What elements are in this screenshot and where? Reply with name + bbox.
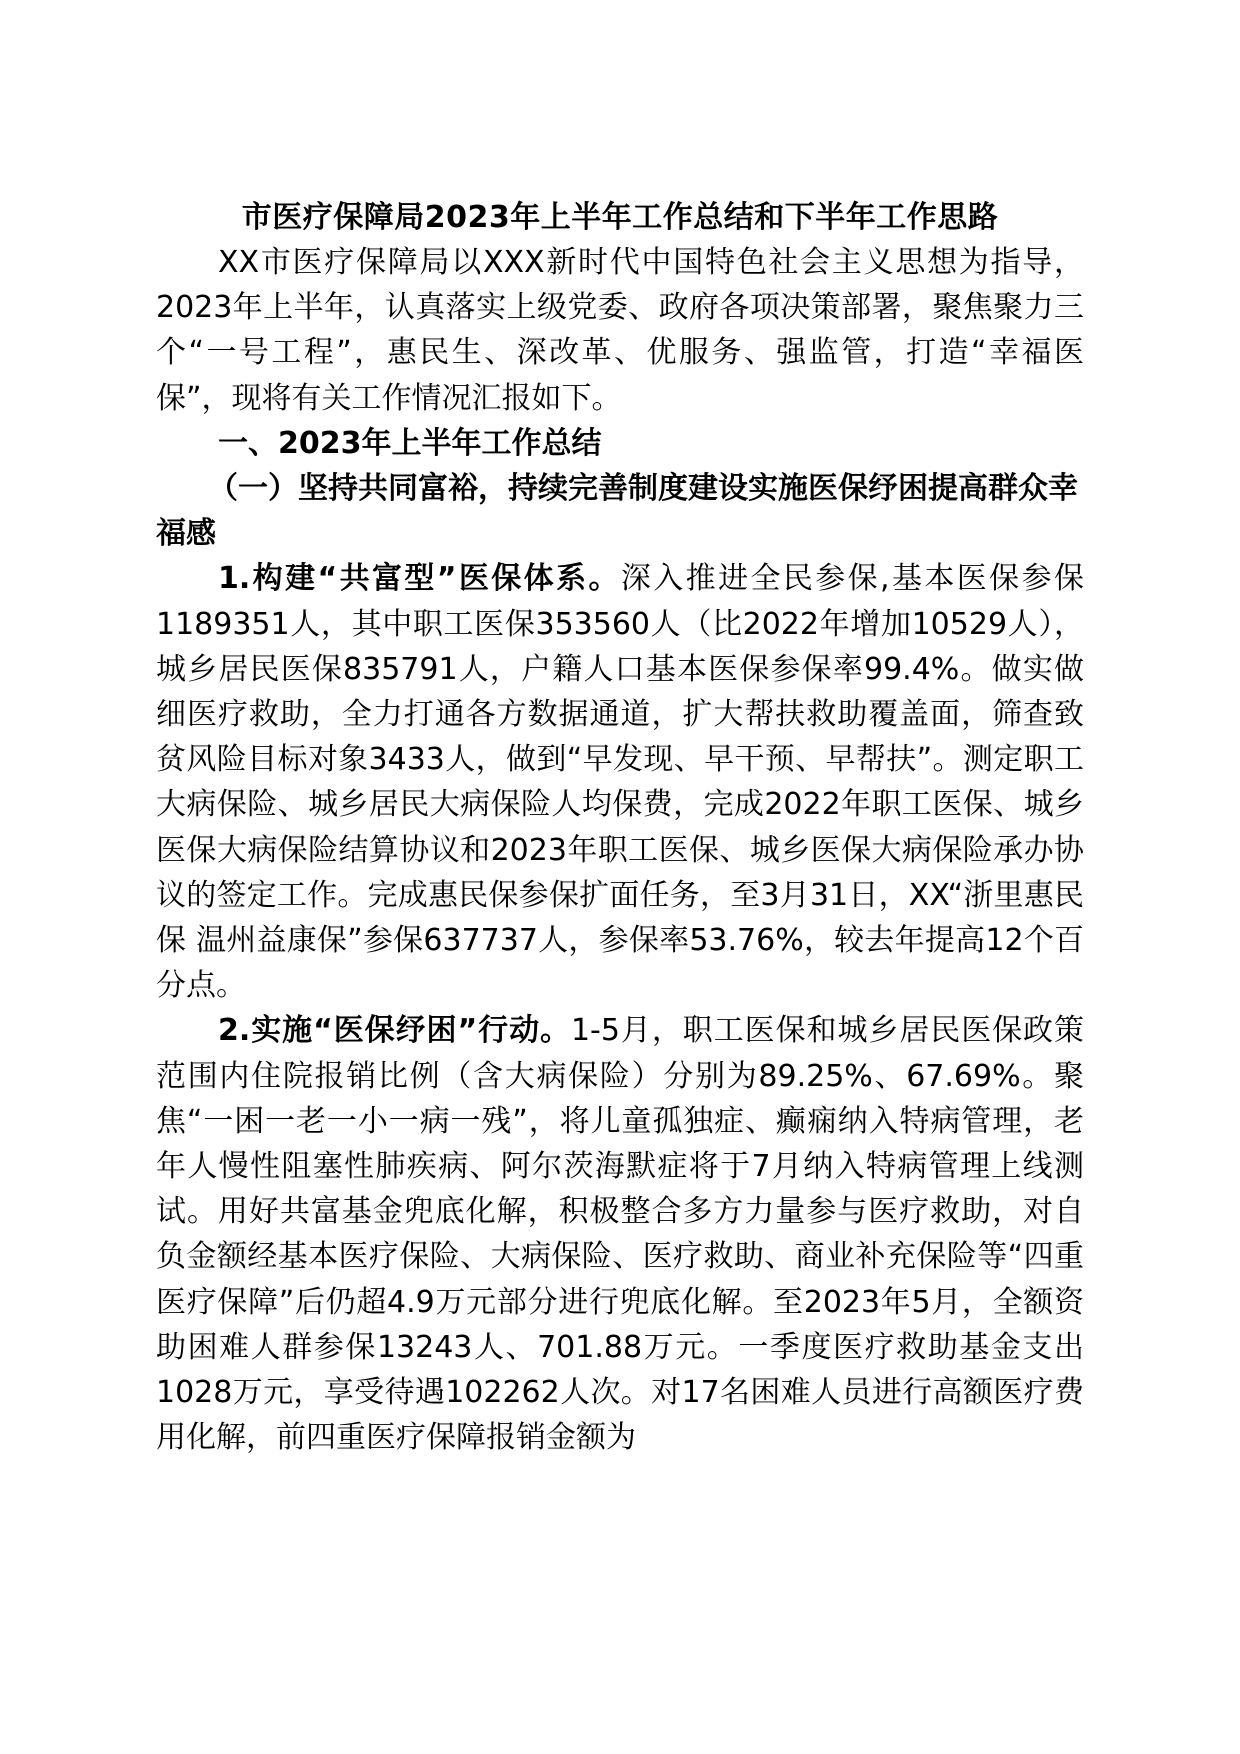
- intro-paragraph: XX市医疗保障局以XXX新时代中国特色社会主义思想为指导，2023年上半年，认真落实上级党委、政府各项决策部署，聚焦聚力三个“一号工程”，惠民生、深改革、优服务、强监管，打造“幸福医保”，现将有关工作情况汇报如下。: [156, 245, 1084, 416]
- item-paragraph-2: [156, 1008, 1084, 1460]
- item-lead-1: 1.构建“共富型”医保体系。: [218, 561, 621, 597]
- item-lead-2: 2.实施“医保纾困”行动。: [218, 1013, 571, 1049]
- item-text-1: 深入推进全民参保,基本医保参保1189351人，其中职工医保353560人（比2022年增加10529人），城乡居民医保835791人，户籍人口基本医保参保率99.4%。做实做细医疗救助，全力打通各方数据通道，扩大帮扶救助覆盖面，筛查致贫风险目标对象3433人，做到“早发现、早干预、早帮扶”。测定职工大病保险、城乡居民大病保险人均保费，完成2022年职工医保、城乡医保大病保险结算协议和2023年职工医保、城乡医保大病保险承办协议的签定工作。完成惠民保参保扩面任务，至3月31日，XX“浙里惠民保 温州益康保”参保637737人，参保率53.76%，较去年提高12个百分点。: [156, 561, 1084, 1004]
- subsection-heading: （一）坚持共同富裕，持续完善制度建设实施医保纾困提高群众幸福感: [156, 471, 1078, 552]
- item-paragraph-1: [156, 556, 1084, 1008]
- document-page: [156, 198, 1084, 1460]
- item-text-2: 1-5月，职工医保和城乡居民医保政策范围内住院报销比例（含大病保险）分别为89.25%、67.69%。聚焦“一困一老一小一病一残”，将儿童孤独症、癫痫纳入特病管理，老年人慢性阻塞性肺疾病、阿尔茨海默症将于7月纳入特病管理上线测试。用好共富基金兜底化解，积极整合多方力量参与医疗救助，对自负金额经基本医疗保险、大病保险、医疗救助、商业补充保险等“四重医疗保障”后仍超4.9万元部分进行兜底化解。至2023年5月，全额资助困难人群参保13243人、701.88万元。一季度医疗救助基金支出1028万元，享受待遇102262人次。对17名困难人员进行高额医疗费用化解，前四重医疗保障报销金额为: [156, 1013, 1084, 1456]
- section-heading: 一、2023年上半年工作总结: [218, 425, 602, 461]
- document-title: 市医疗保障局2023年上半年工作总结和下半年工作思路: [241, 200, 999, 235]
